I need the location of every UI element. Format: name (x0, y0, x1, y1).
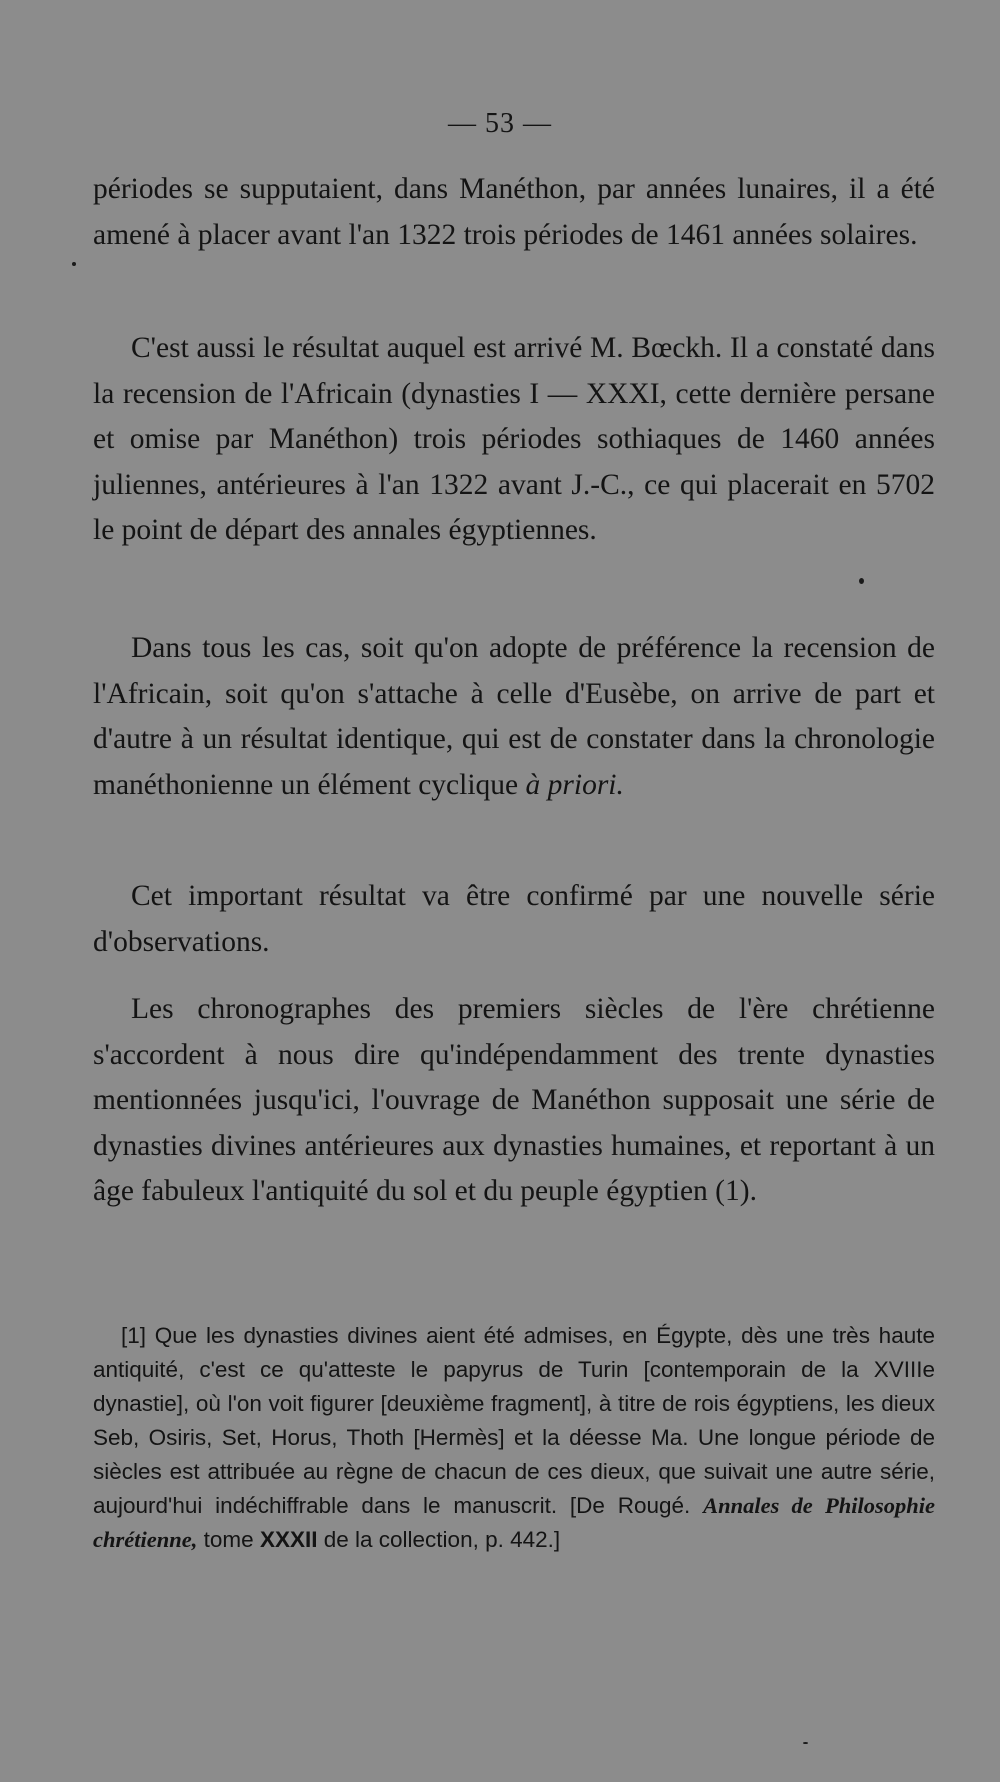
footnote (93, 1319, 935, 1557)
paragraph-3-text (93, 626, 935, 808)
paragraph-4-text: Cet important résultat va être confirmé par une nouvelle série d'observations. (93, 880, 935, 958)
scan-speck (803, 1742, 808, 1744)
paragraph-1-text: périodes se supputaient, dans Manéthon, par années lunaires, il a été amené à placer avant l'an 1322 trois périodes de 1461 années solaires. (93, 173, 935, 251)
footnote-end: de la collection, p. 442.] (323, 1527, 561, 1552)
paragraph-4 (93, 874, 935, 965)
footnote-tail: tome (203, 1527, 254, 1552)
paragraph-5-text: Les chronographes des premiers siècles de l'ère chrétienne s'accordent à nous dire qu'indépendamment des trente dynasties mentionnées jusqu'ici, l'ouvrage de Manéthon supposait une série de dynasties divines antérieures aux dynasties humaines, et reportant à un âge fabuleux l'antiquité du sol et du peuple égyptien (1). (93, 993, 935, 1208)
scan-speck (72, 262, 76, 266)
footnote-main: [1] Que les dynasties divines aient été admises, en Égypte, dès une très haute antiquité, c'est ce qu'atteste le papyrus de Turin [contemporain de la XVIIIe dynastie], où l'on voit figurer [deuxième fragment], à titre de rois égyptiens, les dieux Seb, Osiris, Set, Horus, Thoth [Hermès] et la déesse Ma. Une longue période de siècles est attribuée au règne de chacun de ces dieux, que suivait une autre série, aujourd'hui indéchiffrable dans le manuscrit. [De Rougé. (93, 1323, 935, 1518)
footnote-italic-title: Annales de Philosophie chrétienne, (93, 1493, 935, 1552)
paragraph-3-italic: à priori. (525, 768, 624, 801)
scan-speck (859, 578, 864, 584)
paragraph-5 (93, 987, 935, 1215)
paragraph-1 (93, 167, 935, 258)
paragraph-3-main: Dans tous les cas, soit qu'on adopte de préférence la recension de l'Africain, soit qu'on s'attache à celle d'Eusèbe, on arrive de part et d'autre à un résultat identique, qui est de constater dans la chronologie manéthonienne un élément cyclique (93, 632, 935, 801)
footnote-volume: XXXII (259, 1527, 318, 1552)
paragraph-3 (93, 626, 935, 808)
page-number: — 53 — (448, 108, 552, 139)
paragraph-2 (93, 326, 935, 554)
paragraph-2-text: C'est aussi le résultat auquel est arrivé M. Bœckh. Il a constaté dans la recension de l'Africain (dynasties I — XXXI, cette dernière persane et omise par Manéthon) trois périodes sothiaques de 1460 années juliennes, antérieures à l'an 1322 avant J.-C., ce qui placerait en 5702 le point de départ des annales égyptiennes. (93, 332, 935, 547)
